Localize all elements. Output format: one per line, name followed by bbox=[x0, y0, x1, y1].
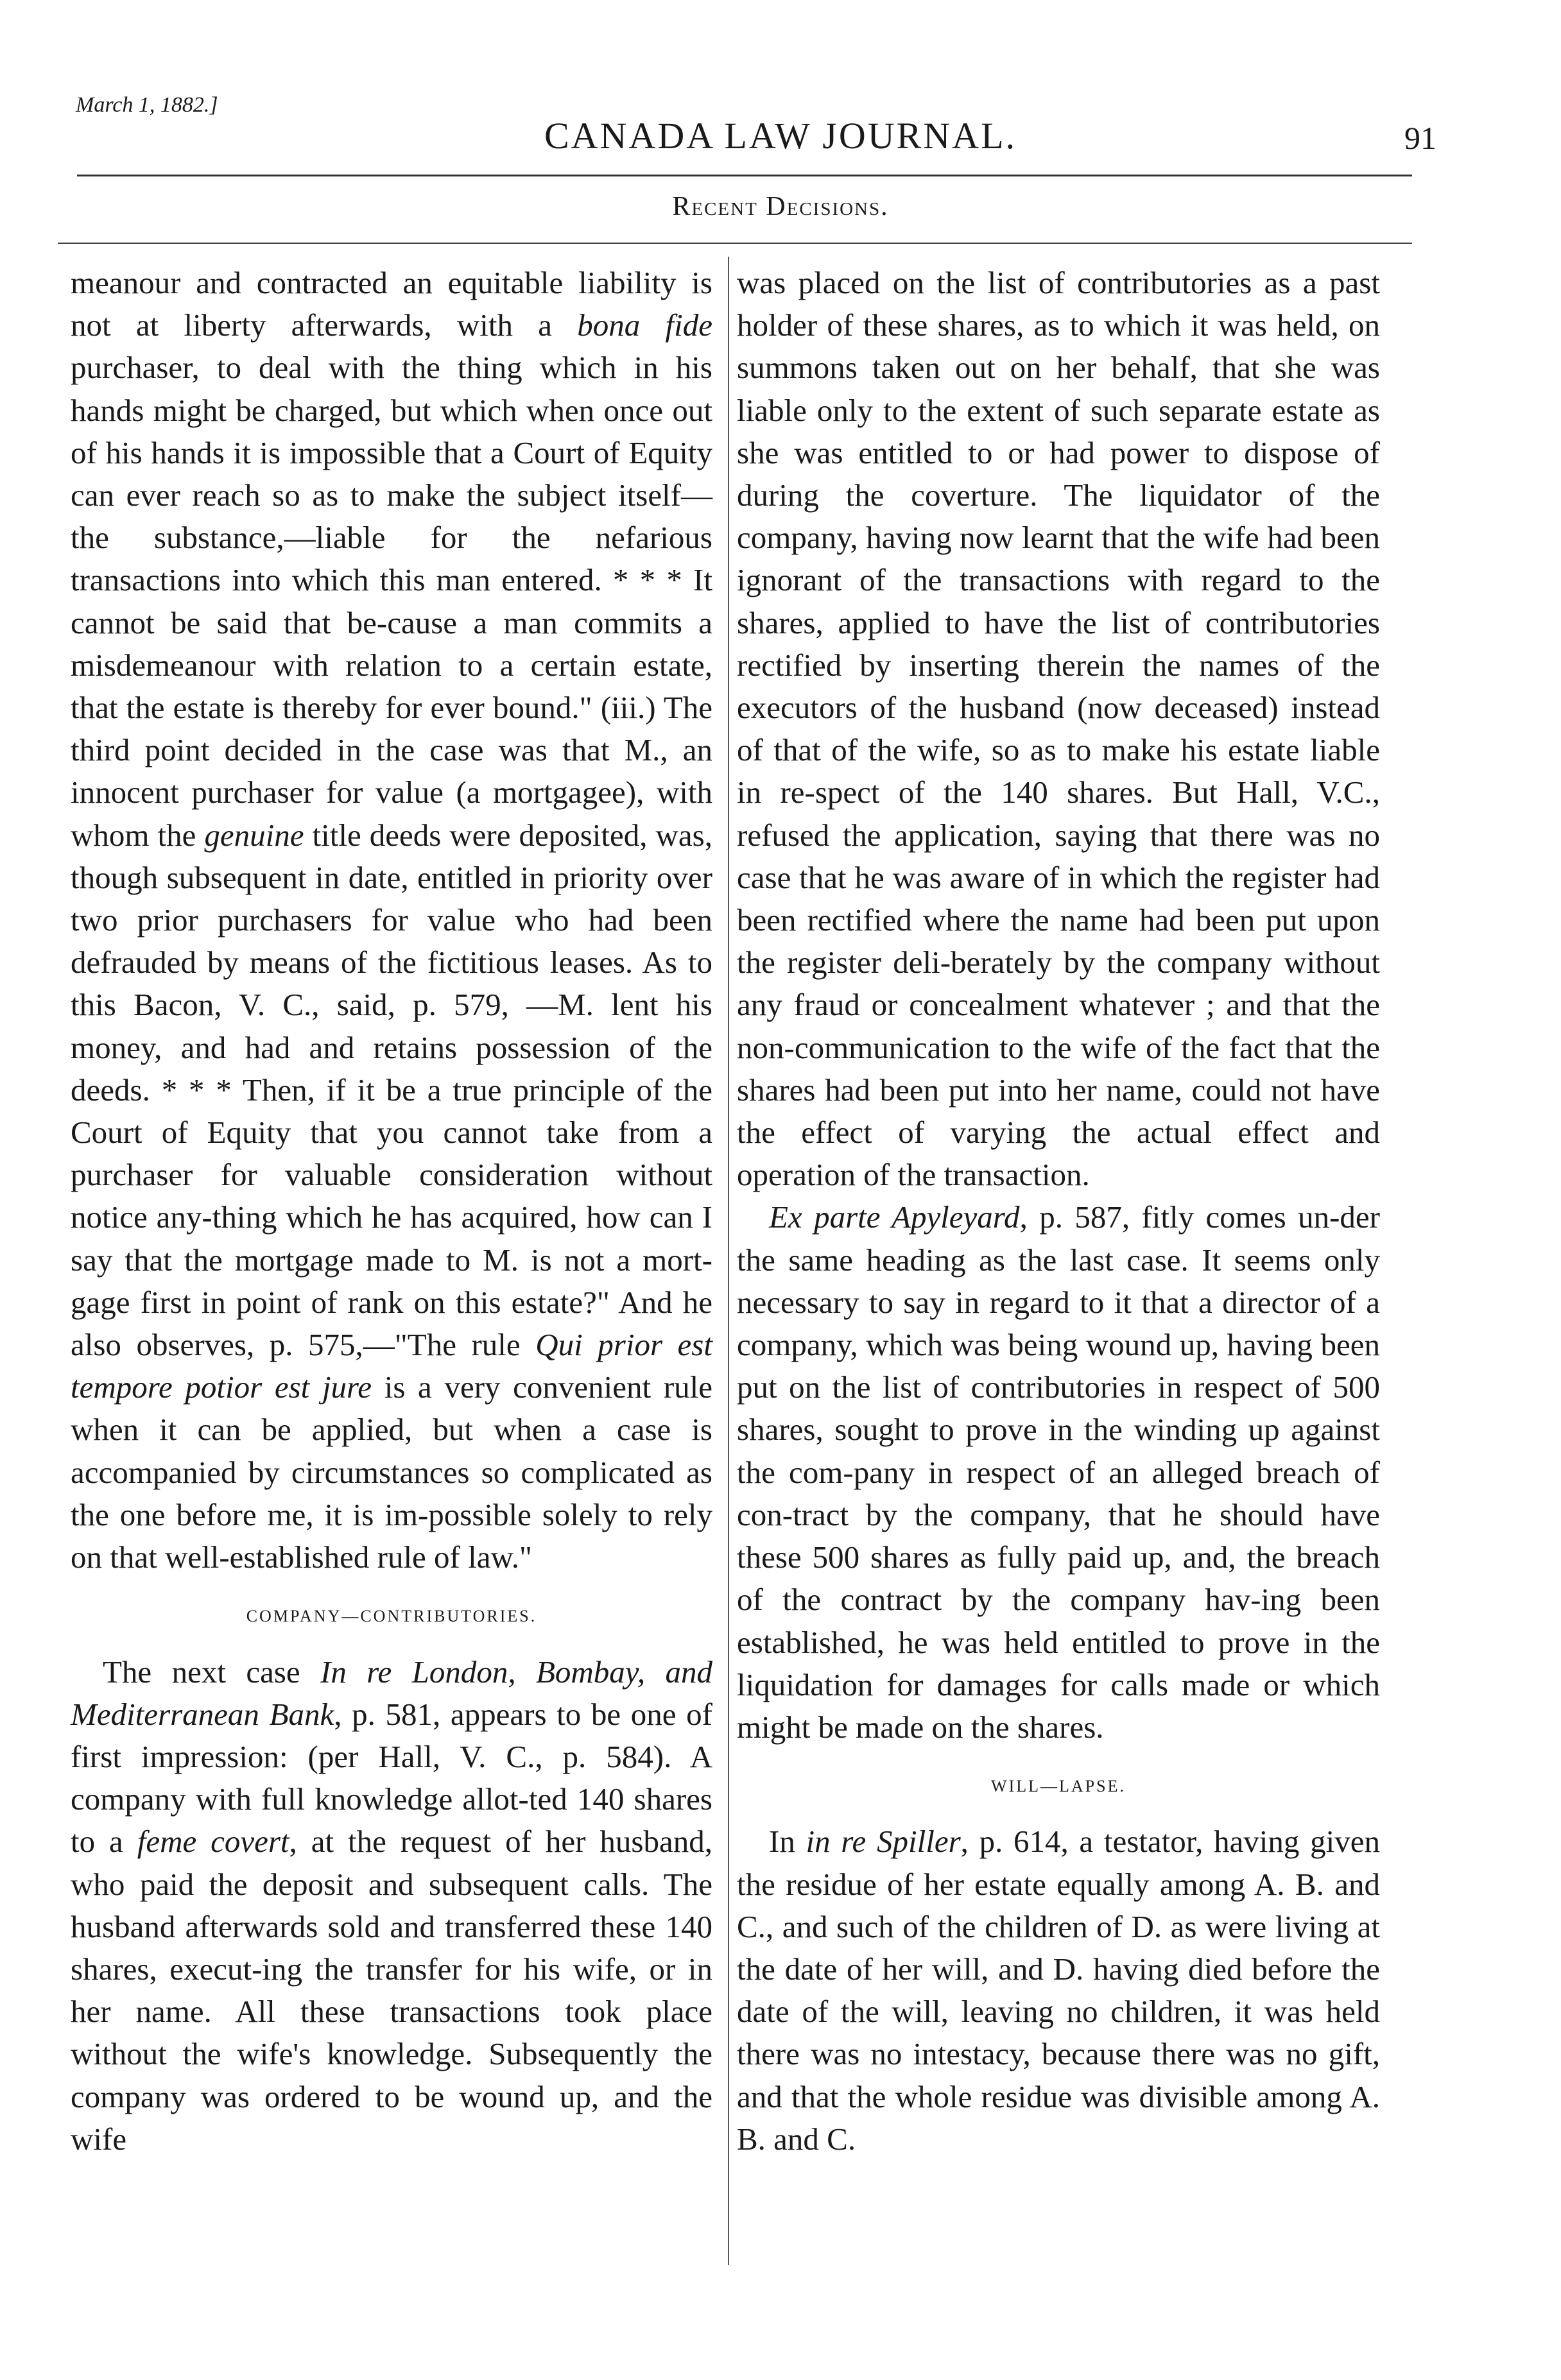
section-rule bbox=[58, 243, 1412, 244]
right-paragraph-1 bbox=[737, 262, 1380, 1196]
italic-run: in re Spiller bbox=[806, 1824, 961, 1860]
subheading-will-lapse: WILL—LAPSE. bbox=[991, 1777, 1126, 1796]
italic-run: genuine bbox=[204, 817, 304, 853]
text-run: , p. 581, appears to be one of first impression: (per Hall, V. C., p. 584). A company with full knowledge allot-ted 140 shares to a bbox=[71, 1696, 713, 1860]
header-rule bbox=[77, 175, 1412, 176]
page-number: 91 bbox=[1404, 120, 1436, 156]
text-run: The next case bbox=[103, 1654, 321, 1690]
section-title: Recent Decisions. bbox=[672, 192, 889, 221]
right-paragraph-3 bbox=[737, 1820, 1380, 2161]
text-run: , at the request of her husband, who paid the deposit and subsequent calls. The husband afterwards sold and transferred these 140 shares, execut-ing the transfer for his wife, or in her name. All these transactions took place without the wife's knowledge. Subsequently the company was ordered to be wound up, and the wife bbox=[71, 1824, 712, 2157]
italic-run: In re London, Bombay, and Mediterranean Bank bbox=[71, 1654, 712, 1732]
right-paragraph-2 bbox=[737, 1196, 1380, 1749]
left-paragraph-1 bbox=[71, 262, 712, 1579]
text-run: In bbox=[769, 1824, 806, 1860]
column-divider bbox=[728, 257, 729, 2265]
italic-run: feme covert bbox=[137, 1824, 289, 1860]
text-run: , p. 587, fitly comes un-der the same heading as the last case. It seems only necessary to say in regard to it that a director of a company, which was being wound up, having been put on the list of contributories in respect of 500 shares, sought to prove in the winding up against the com-pany in respect of an alleged breach of con-tract by the company, that he should have these 500 shares as fully paid up, and, the breach of the contract by the company hav-ing been established, he was held entitled to prove in the liquidation for damages for calls made or which might be made on the shares. bbox=[737, 1199, 1380, 1745]
text-run: is a very convenient rule when it can be applied, but when a case is accompanied by circumstances so complicated as the one before me, it is im-possible solely to rely on that well-established rule of law." bbox=[71, 1369, 712, 1575]
text-run: was placed on the list of contributories as a past holder of these shares, as to which it was held, on summons taken out on her behalf, that she was liable only to the extent of such separate estate as she was entitled to or had power to dispose of during the coverture. The liquidator of the company, having now learnt that the wife had been ignorant of the transactions with regard to the shares, applied to have the list of contributories rectified by inserting therein the names of the executors of the husband (now deceased) instead of that of the wife, so as to make his estate liable in re-spect of the 140 shares. But Hall, V.C., refused the application, saying that there was no case that he was aware of in which the register had been rectified where the name had been put upon the register deli-berately by the company without any fraud or concealment whatever ; and that the non-communication to the wife of the fact that the shares had been put into her name, could not have the effect of varying the actual effect and operation of the transaction. bbox=[737, 265, 1380, 1193]
left-column bbox=[71, 262, 712, 2161]
text-run: purchaser, to deal with the thing which in his hands might be charged, but which when once out of his hands it is impossible that a Court of Equity can ever reach so as to make the subject itself—the substance,—liable for the nefarious transactions into which this man entered. * * * It cannot be said that be-cause a man commits a misdemeanour with relation to a certain estate, that the estate is thereby for ever bound." (iii.) The third point decided in the case was that M., an innocent purchaser for value (a mortgagee), with whom the bbox=[71, 350, 712, 853]
header-date: March 1, 1882.] bbox=[76, 93, 218, 117]
italic-run: Qui prior est tempore potior est jure bbox=[71, 1327, 712, 1405]
italic-run: Ex parte Apyleyard bbox=[769, 1199, 1020, 1235]
text-run: , p. 614, a testator, having given the residue of her estate equally among A. B. and C., and such of the children of D. as were living at the date of her will, and D. having died before the date of the will, leaving no children, it was held there was no intestacy, because there was no gift, and that the whole residue was divisible among A. B. and C. bbox=[737, 1824, 1380, 2157]
italic-run: bona fide bbox=[577, 307, 712, 343]
right-column bbox=[737, 262, 1380, 2161]
left-paragraph-2 bbox=[71, 1651, 712, 2161]
text-run: title deeds were deposited, was, though subsequent in date, entitled in priority over two prior purchasers for value who had been defrauded by means of the fictitious leases. As to this Bacon, V. C., said, p. 579, —M. lent his money, and had and retains possession of the deeds. * * * Then, if it be a true principle of the Court of Equity that you cannot take from a purchaser for valuable consideration without notice any-thing which he has acquired, how can I say that the mortgage made to M. is not a mort-gage first in point of rank on this estate?" And he also observes, p. 575,—"The rule bbox=[71, 817, 712, 1363]
text-run: meanour and contracted an equitable liability is not at liberty afterwards, with a bbox=[71, 265, 712, 343]
subheading-company-contributories: COMPANY—CONTRIBUTORIES. bbox=[246, 1607, 537, 1626]
journal-title: CANADA LAW JOURNAL. bbox=[544, 115, 1017, 157]
